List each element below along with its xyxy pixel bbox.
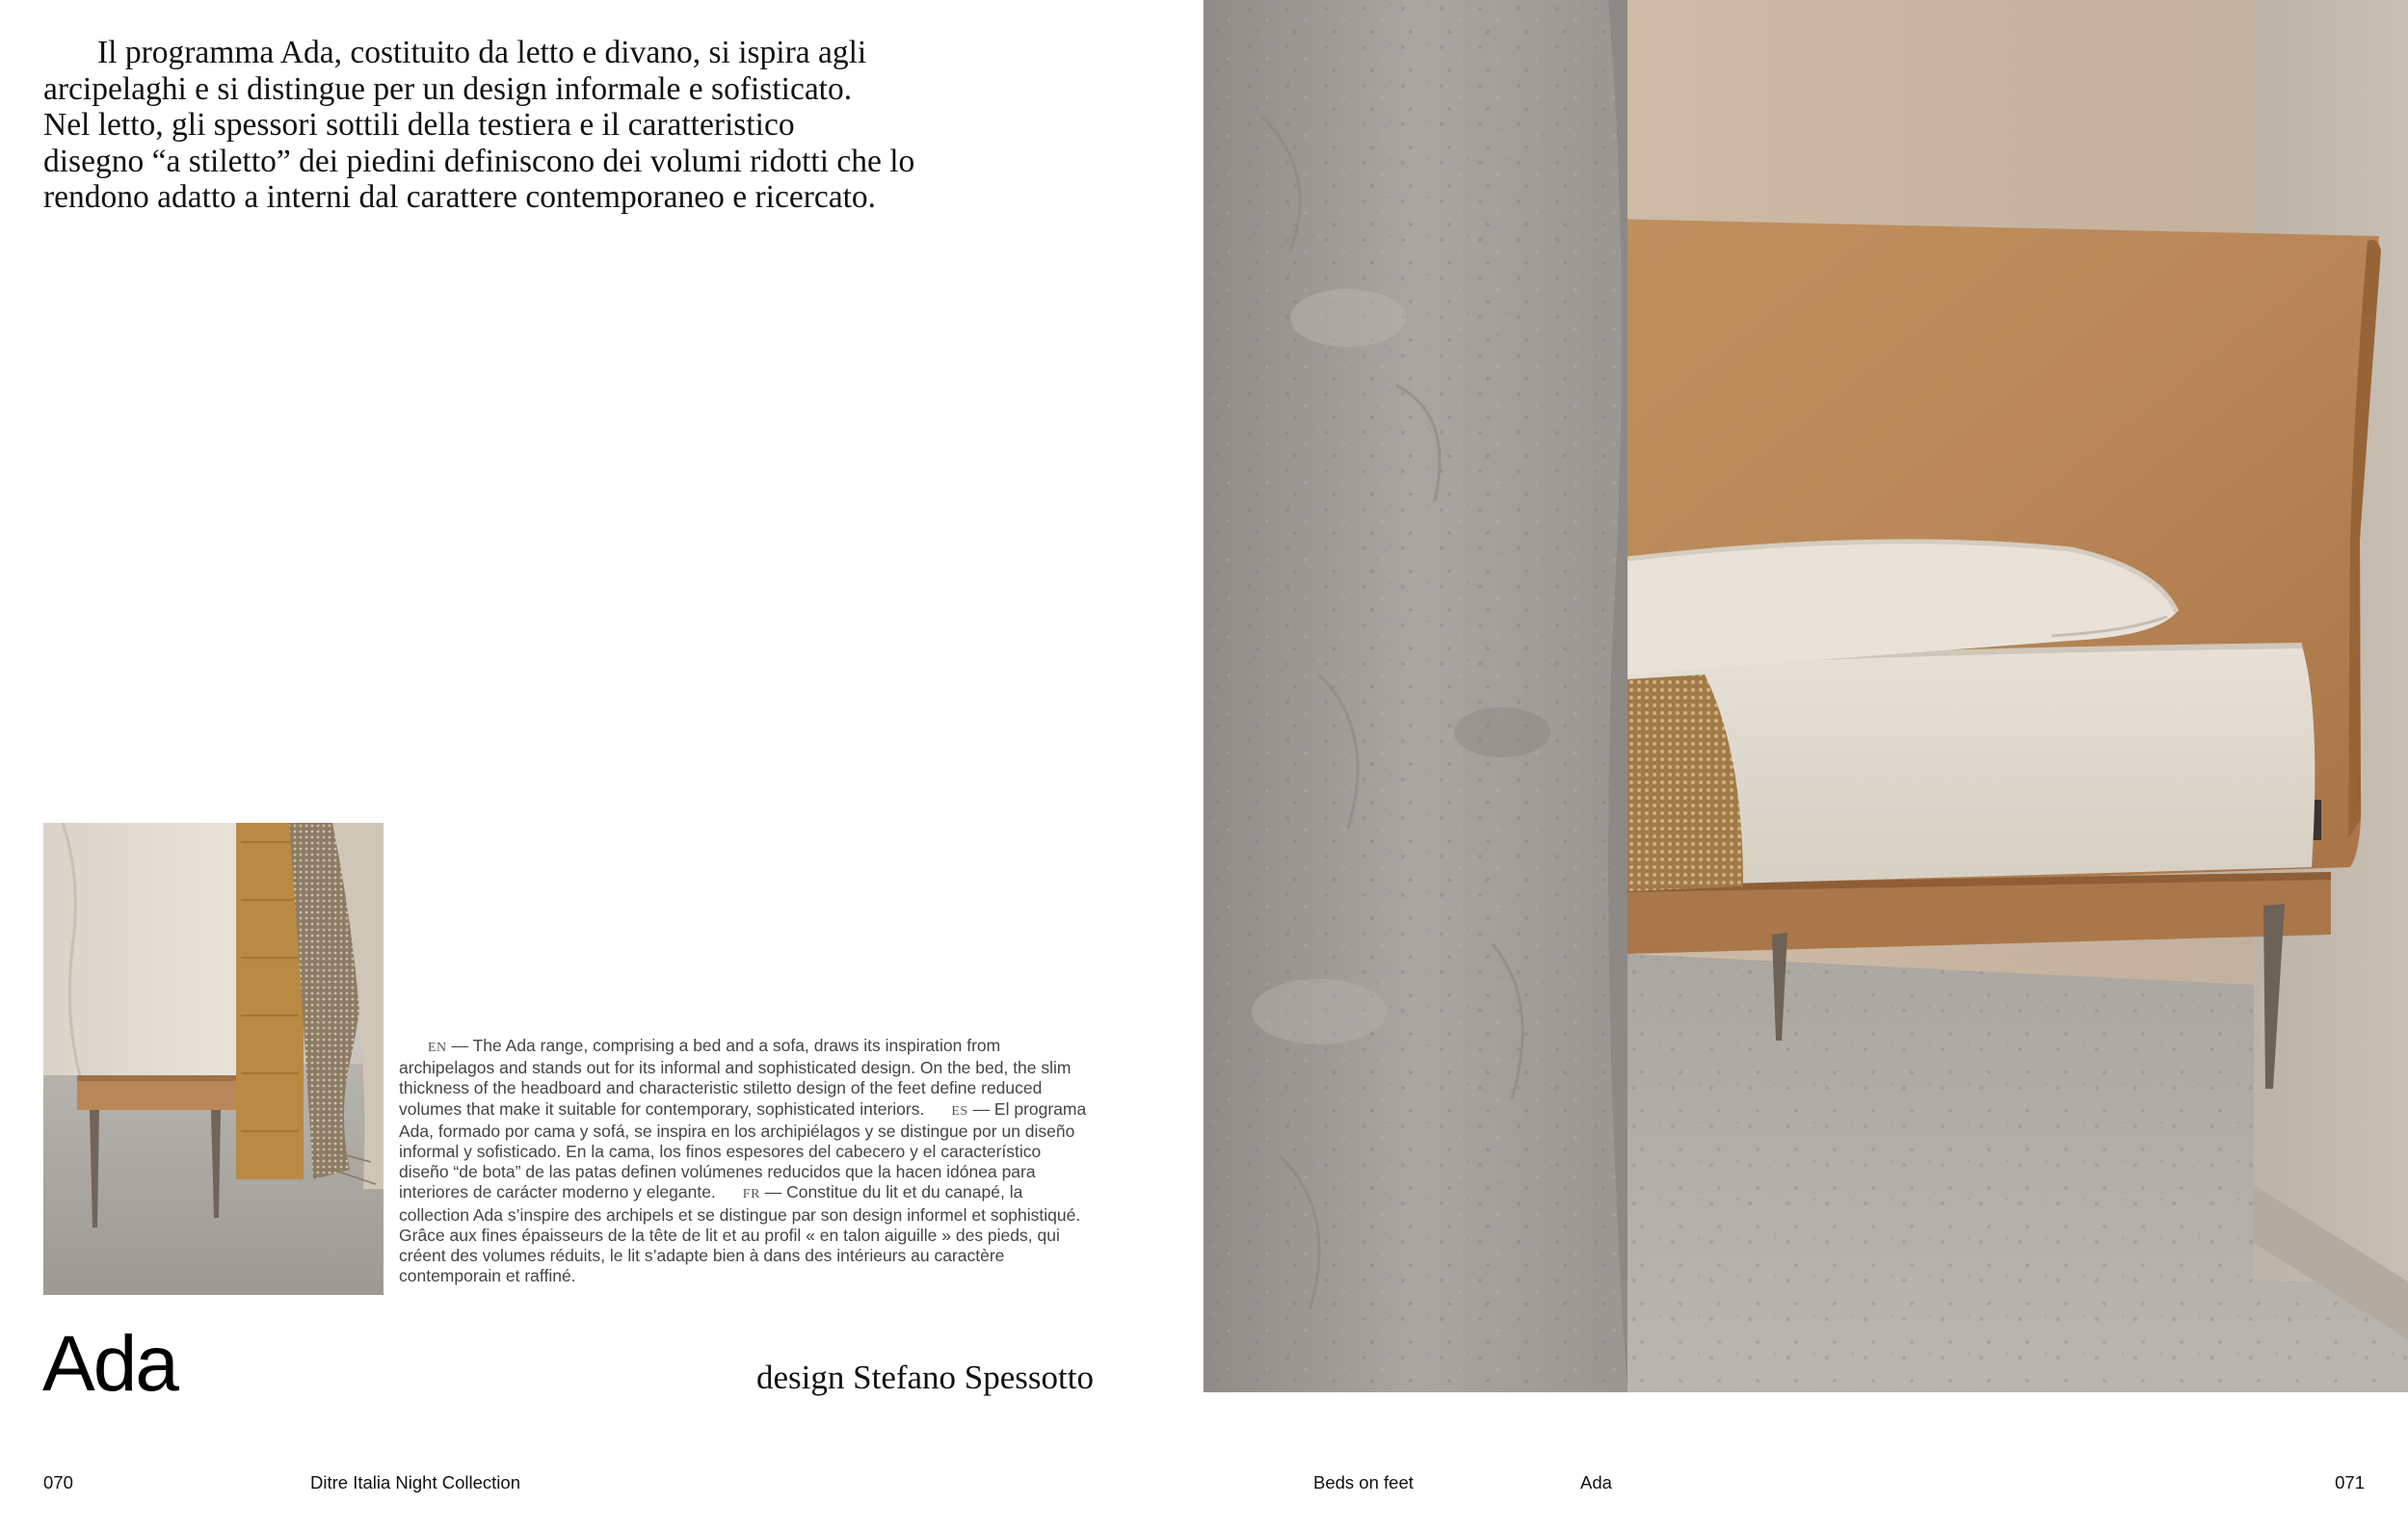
lang-fr-label: FR [742,1187,760,1202]
intro-paragraph: Il programma Ada, costituito da letto e divano, si ispira agli arcipelaghi e si distingue per un design informale e sofisticato. Nel letto, gli spessori sottili della testiera e il caratteristico disegno “a stiletto” dei piedini definiscono dei volumi ridotti che lo rendono adatto a interni dal carattere contemporaneo e ricercato. [43,35,915,215]
lang-en-label: EN [428,1041,447,1055]
footer-page-number-left: 070 [43,1472,73,1492]
designer-credit: design Stefano Spessotto [756,1359,1094,1396]
bed-detail-photo [43,823,384,1295]
footer-collection-name: Ditre Italia Night Collection [310,1472,520,1492]
product-title: Ada [42,1320,177,1408]
footer-page-number-right: 071 [2335,1472,2365,1492]
french-text: — Constitue du lit et du canapé, la collection Ada s’inspire des archipels et se distingue par son design informel et sophistiqué. Grâce aux fines épaisseurs de la tête de lit et au profil « en talon aiguille » des pieds, qui créent des volumes réduits, le lit s’adapte bien à dans des intérieurs au caractère contemporain et raffiné. [399,1182,1081,1286]
footer-product-name: Ada [1580,1472,1612,1492]
bed-hero-photo [1204,0,2408,1392]
english-text: — The Ada range, comprising a bed and a sofa, draws its inspiration from archipelagos and stands out for its informal and sophisticated design. On the bed, the slim thickness of the headboard and characteristic stiletto design of the feet define reduced volumes that make it suitable for contemporary, sophisticated interiors. [399,1036,1072,1119]
lang-es-label: ES [951,1103,968,1119]
spanish-text: — El programa Ada, formado por cama y sofá, se inspira en los archipiélagos y se distingue por un diseño informal y sofisticado. En la cama, los finos espesores del cabecero y el característico diseño “de bota” de las patas definen volúmenes reducidos que la hacen idónea para interiores de carácter moderno y elegante. [399,1098,1087,1202]
footer-category: Beds on feet [1313,1472,1414,1492]
translations-paragraph [399,1036,1093,1286]
